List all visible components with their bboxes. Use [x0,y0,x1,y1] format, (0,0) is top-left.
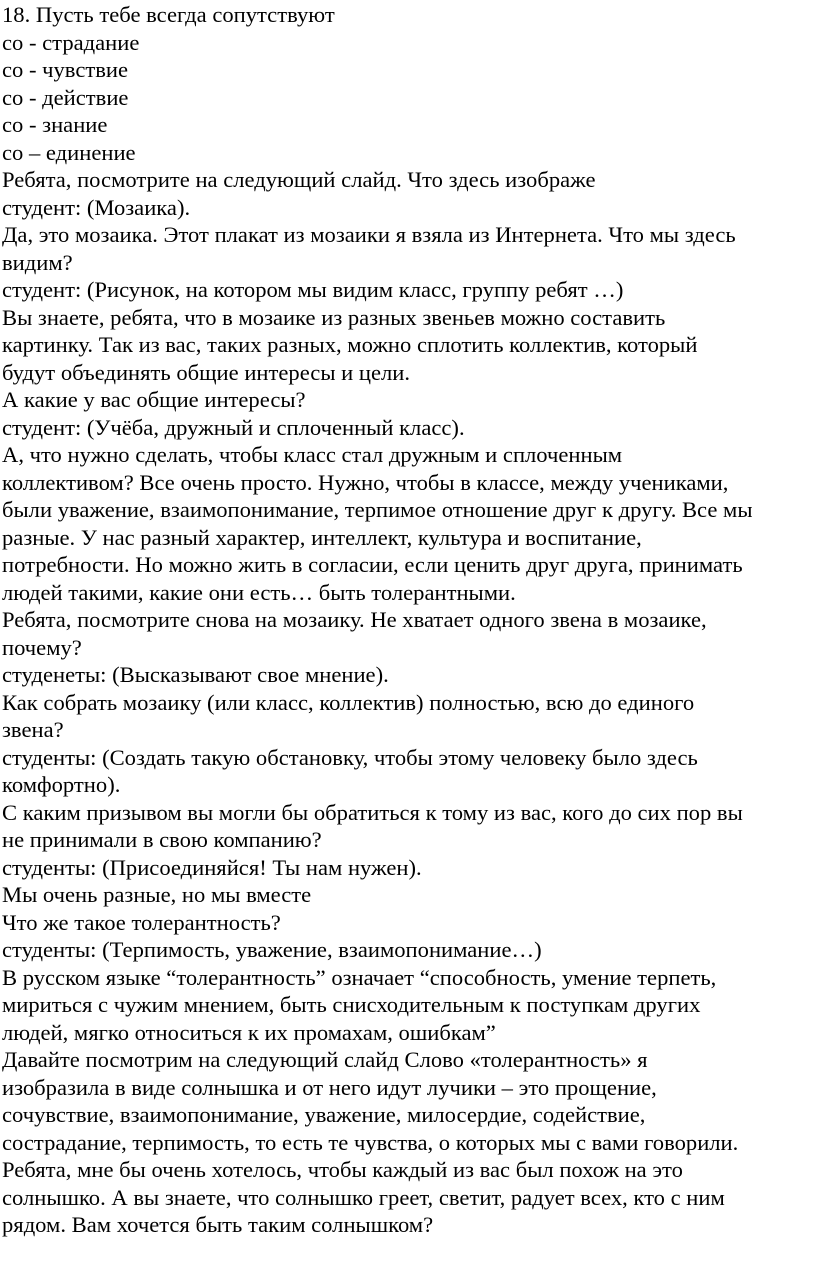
text-line: почему? [2,634,82,660]
text-line: со - чувствие [2,57,129,82]
text-line: со - знание [2,112,108,137]
text-line: изобразила в виде солнышка и от него идут лучики – это прощение, [2,1074,657,1100]
text-line: разные. У нас разный характер, интеллект, культура и воспитание, [2,524,642,550]
text-line: 18. Пусть тебе всегда сопутствуют [2,2,335,27]
text-line: Ребята, мне бы очень хотелось, чтобы каждый из вас был похож на это [2,1157,683,1182]
text-line: сострадание, терпимость, то есть те чувства, о которых мы с вами говорили. [2,1129,739,1155]
text-line: студенты: (Создать такую обстановку, чтобы этому человеку было здесь [2,744,698,770]
text-line: картинку. Так из вас, таких разных, можно сплотить коллектив, который [2,332,698,357]
text-line: будут объединять общие интересы и цели. [2,359,411,385]
text-line: Мы очень разные, но мы вместе [2,882,312,907]
text-line: комфортно). [2,772,121,797]
text-line: солнышко. А вы знаете, что солнышко греет, светит, радует всех, кто с ним [2,1184,725,1210]
text-line: Что же такое толерантность? [2,909,281,935]
text-line: А, что нужно сделать, чтобы класс стал дружным и сплоченным [2,442,623,467]
text-line: А какие у вас общие интересы? [2,387,306,412]
text-line: студент: (Рисунок, на котором мы видим класс, группу ребят …) [2,277,624,302]
text-line: Вы знаете, ребята, что в мозаике из разных звеньев можно составить [2,304,666,330]
text-line: со – единение [2,139,136,165]
text-line: рядом. Вам хочется быть таким солнышком? [2,1212,434,1237]
text-line: видим? [2,249,73,275]
text-line: С каким призывом вы могли бы обратиться к тому из вас, кого до сих пор вы [2,799,743,825]
text-line: Давайте посмотрим на следующий слайд Слово «толерантность» я [2,1047,648,1072]
text-line: студент: (Мозаика). [2,194,191,220]
text-line: людей, мягко относиться к их промахам, ошибкам” [2,1019,496,1045]
text-line: В русском языке “толерантность” означает “способность, умение терпеть, [2,964,717,990]
text-line: сочувствие, взаимопонимание, уважение, милосердие, содействие, [2,1102,646,1127]
text-line: потребности. Но можно жить в согласии, если ценить друг друга, принимать [2,552,743,577]
text-line: не принимали в свою компанию? [2,827,322,852]
text-line: Да, это мозаика. Этот плакат из мозаики я взяла из Интернета. Что мы здесь [2,222,736,247]
text-line: студент: (Учёба, дружный и сплоченный класс). [2,414,465,440]
text-line: людей такими, какие они есть… быть толерантными. [2,579,516,605]
text-line: Как собрать мозаику (или класс, коллектив) полностью, всю до единого [2,689,695,715]
document-body [2,1,814,1239]
text-line: Ребята, посмотрите снова на мозаику. Не хватает одного звена в мозаике, [2,607,707,632]
text-line: Ребята, посмотрите на следующий слайд. Что здесь изображе [2,167,596,192]
text-line: звена? [2,717,64,742]
text-line: со - страдание [2,29,140,55]
text-line: были уважение, взаимопонимание, терпимое отношение друг к другу. Все мы [2,497,753,522]
text-line: студенты: (Терпимость, уважение, взаимопонимание…) [2,937,542,962]
text-line: со - действие [2,84,129,110]
text-line: студенеты: (Высказывают свое мнение). [2,662,389,687]
text-line: студенты: (Присоединяйся! Ты нам нужен). [2,854,422,880]
text-line: коллективом? Все очень просто. Нужно, чтобы в классе, между учениками, [2,469,729,495]
text-line: мириться с чужим мнением, быть снисходительным к поступкам других [2,992,701,1017]
